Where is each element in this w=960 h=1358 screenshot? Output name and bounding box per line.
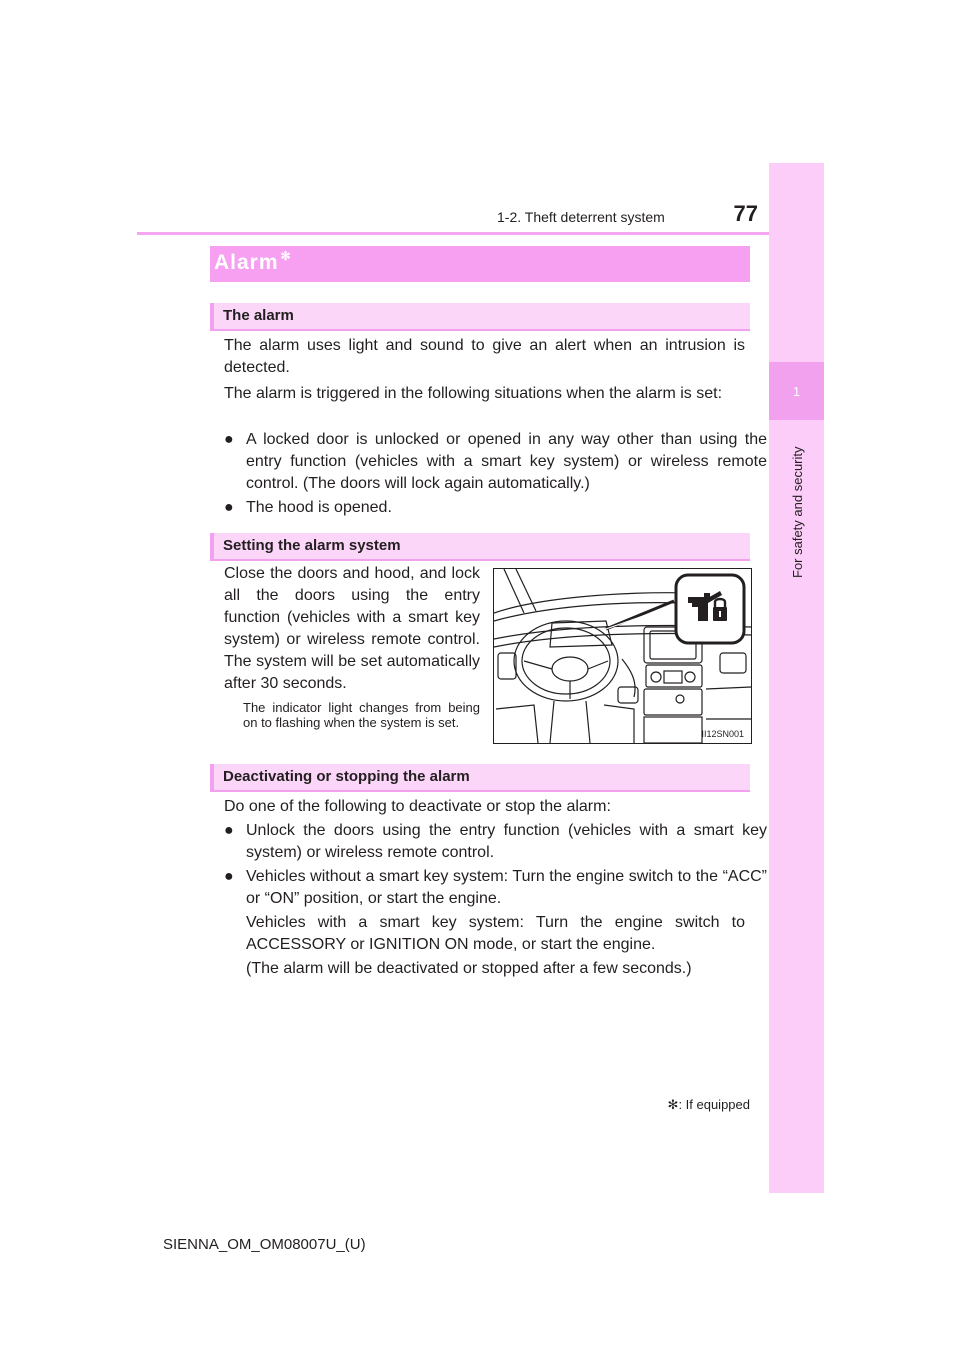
bullet-icon: ● bbox=[224, 431, 234, 448]
figure-code: II12SN001 bbox=[701, 729, 744, 739]
footnote-mark: ✻ bbox=[667, 1097, 679, 1112]
section-heading-text: Deactivating or stopping the alarm bbox=[223, 768, 470, 785]
dashboard-drawing bbox=[494, 569, 751, 743]
header-section-title: 1-2. Theft deterrent system bbox=[497, 209, 665, 225]
page-number: 77 bbox=[733, 201, 758, 226]
list-item-text: A locked door is unlocked or opened in any way other than using the entry function (vehicles with a smart key system) or wireless remote control. (The doors will lock again automatically.) bbox=[246, 431, 767, 492]
alarm-trigger-intro: The alarm is triggered in the following situations when the alarm is set: bbox=[224, 385, 723, 402]
alarm-description: The alarm uses light and sound to give an alert when an intrusion is detected. bbox=[224, 337, 745, 376]
deactivate-intro: Do one of the following to deactivate or stop the alarm: bbox=[224, 798, 611, 815]
chapter-title-vertical bbox=[776, 440, 816, 590]
list-item-text: Unlock the doors using the entry function (vehicles with a smart key system) or wireless remote control. bbox=[246, 822, 767, 861]
list-item bbox=[224, 497, 767, 519]
list-item-text: Vehicles without a smart key system: Turn the engine switch to the “ACC” or “ON” position, or start the engine. bbox=[246, 868, 767, 907]
list-item-text: The hood is opened. bbox=[246, 499, 392, 516]
bullet-icon: ● bbox=[224, 822, 234, 839]
footnote-text: : If equipped bbox=[678, 1097, 750, 1112]
page-title bbox=[214, 251, 292, 275]
bullet-icon: ● bbox=[224, 868, 234, 885]
list-item bbox=[224, 866, 767, 910]
list-item-continuation: Vehicles with a smart key system: Turn the engine switch to ACCESSORY or IGNITION ON mode, or start the engine. bbox=[246, 914, 745, 953]
list-item bbox=[224, 429, 767, 495]
section-heading-text: Setting the alarm system bbox=[223, 537, 401, 554]
page-title-text: Alarm bbox=[214, 251, 279, 274]
if-equipped-mark: ✻ bbox=[280, 249, 292, 263]
document-code-footer: SIENNA_OM_OM08007U_(U) bbox=[163, 1236, 366, 1253]
setting-instructions: Close the doors and hood, and lock all the doors using the entry function (vehicles with a smart key system) or wireless remote control. The system will be set automatically after 30 seconds. bbox=[224, 565, 480, 692]
header-divider bbox=[137, 232, 823, 235]
list-item-continuation: (The alarm will be deactivated or stopped after a few seconds.) bbox=[246, 960, 692, 977]
list-item bbox=[224, 820, 767, 864]
section-heading-deactivating bbox=[210, 764, 750, 792]
section-heading-text: The alarm bbox=[223, 307, 294, 324]
section-heading-the-alarm bbox=[210, 303, 750, 331]
page-title-bar bbox=[210, 246, 750, 282]
bullet-icon: ● bbox=[224, 499, 234, 516]
chapter-title: For safety and security bbox=[790, 446, 805, 578]
chapter-side-tab bbox=[769, 163, 824, 1193]
section-heading-setting bbox=[210, 533, 750, 561]
dashboard-illustration bbox=[493, 568, 752, 744]
chapter-number-tab bbox=[769, 362, 824, 420]
footnote bbox=[600, 1097, 750, 1113]
setting-note: The indicator light changes from being on to flashing when the system is set. bbox=[243, 700, 480, 730]
chapter-number: 1 bbox=[792, 383, 801, 399]
